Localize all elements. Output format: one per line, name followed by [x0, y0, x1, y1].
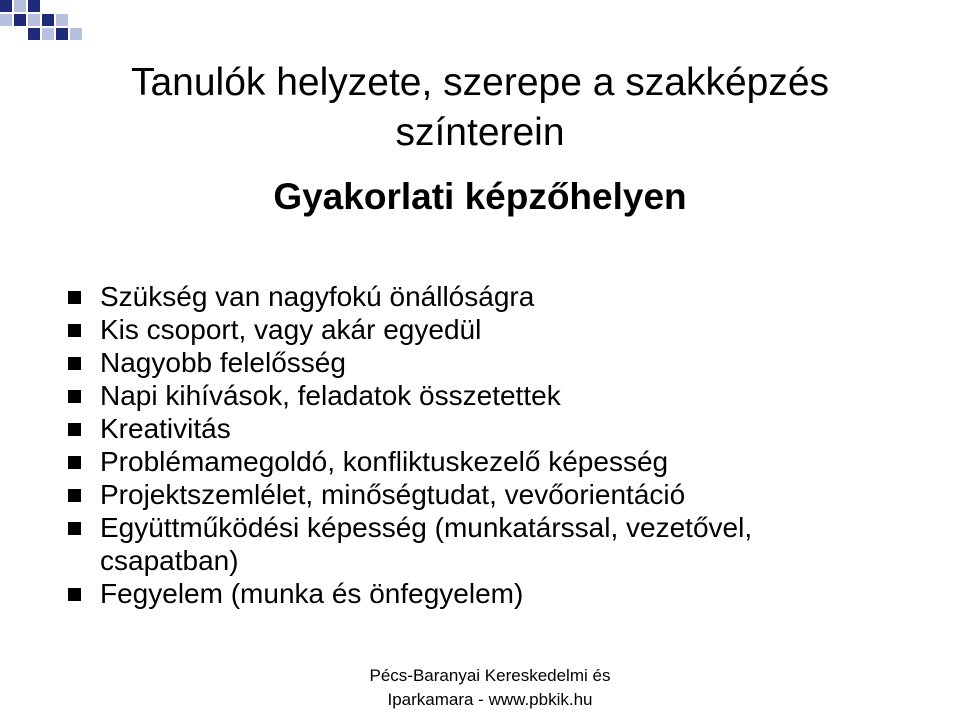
square-bullet-icon: [68, 588, 81, 601]
list-item: [0, 478, 960, 511]
corner-squares-icon: [0, 0, 140, 60]
square-bullet-icon: [68, 423, 81, 436]
list-item-text: Kis csoport, vagy akár egyedül: [100, 314, 482, 345]
list-item: [0, 280, 960, 313]
list-item-text: Kreativitás: [100, 413, 231, 444]
slide-subtitle: Gyakorlati képzőhelyen: [273, 176, 687, 217]
list-item-text: Nagyobb felelősség: [100, 347, 346, 378]
slide-title-line2: színterein: [395, 111, 565, 154]
square-bullet-icon: [68, 522, 81, 535]
square-bullet-icon: [68, 324, 81, 337]
footer-line1: Pécs-Baranyai Kereskedelmi és: [369, 666, 611, 685]
bullet-list: [0, 280, 960, 610]
list-item-text: Szükség van nagyfokú önállóságra: [100, 281, 535, 312]
square-bullet-icon: [68, 390, 81, 403]
list-item: [0, 346, 960, 379]
list-item-text: Együttműködési képesség (munkatárssal, vezetővel, csapatban): [100, 512, 753, 576]
slide-title: [0, 58, 960, 158]
list-item: [0, 445, 960, 478]
footer-line2: Iparkamara - www.pbkik.hu: [387, 690, 593, 709]
list-item: [0, 313, 960, 346]
square-bullet-icon: [68, 357, 81, 370]
slide-title-line1: Tanulók helyzete, szerepe a szakképzés: [130, 61, 830, 104]
list-item: [0, 511, 890, 577]
list-item-text: Projektszemlélet, minőségtudat, vevőorientáció: [100, 479, 686, 510]
list-item: [0, 577, 960, 610]
list-item-text: Fegyelem (munka és önfegyelem): [100, 578, 524, 609]
list-item-text: Problémamegoldó, konfliktuskezelő képesség: [100, 446, 669, 477]
square-bullet-icon: [68, 456, 81, 469]
slide-footer: [335, 664, 645, 712]
list-item: [0, 412, 960, 445]
square-bullet-icon: [68, 291, 81, 304]
list-item: [0, 379, 960, 412]
list-item-text: Napi kihívások, feladatok összetettek: [100, 380, 561, 411]
square-bullet-icon: [68, 489, 81, 502]
